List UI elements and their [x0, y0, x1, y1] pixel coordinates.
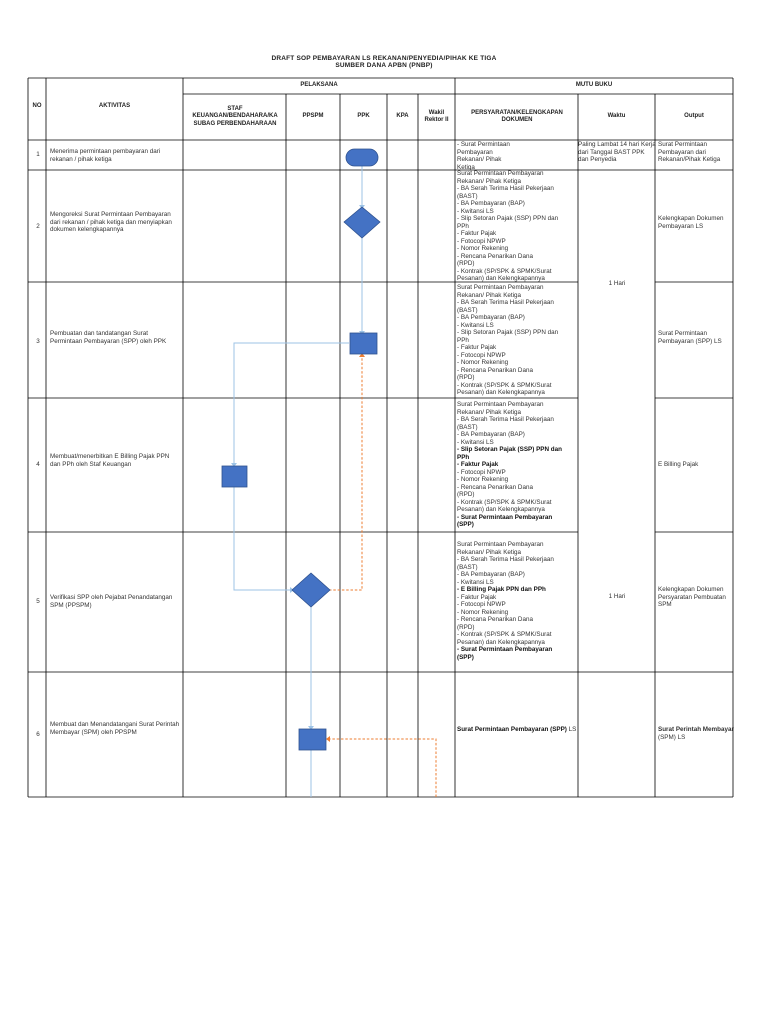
row-4-output: E Billing Pajak — [658, 461, 699, 468]
header-output: Output — [684, 113, 704, 120]
row-6-requirements: Surat Permintaan Pembayaran (SPP) LS — [457, 726, 577, 733]
flow-process-ebilling — [222, 466, 247, 487]
row-1-output: Surat Permintaan Pembayaran dari Rekanan/Pihak Ketiga — [658, 141, 721, 163]
header-ppk: PPK — [357, 113, 370, 120]
flow-connectors-orange — [327, 356, 436, 797]
document-title: DRAFT SOP PEMBAYARAN LS REKANAN/PENYEDIA/PIHAK KE TIGA — [271, 55, 497, 62]
row-5-activity: Verifikasi SPP oleh Pejabat Penandatangan SPM (PPSPM) — [50, 594, 173, 609]
flow-start-terminator — [346, 149, 378, 166]
row-5-no: 5 — [36, 598, 40, 605]
header-aktivitas: AKTIVITAS — [98, 103, 131, 110]
time-merged-1: 1 Hari — [608, 280, 626, 287]
time-merged-2: 1 Hari — [608, 593, 626, 600]
header-kpa: KPA — [396, 113, 409, 120]
row-5-output: Kelengkapan Dokumen Persyaratan Pembuatan SPM — [658, 586, 726, 608]
flow-arrowheads-blue — [231, 205, 365, 730]
row-1-requirements: - Surat Permintaan Pembayaran Rekanan/ Pihak Ketiga — [457, 141, 510, 171]
row-1-activity: Menerima permintaan pembayaran dari rekanan / pihak ketiga — [50, 148, 161, 163]
flow-connectors-blue — [234, 166, 362, 797]
header-pelaksana: PELAKSANA — [300, 82, 338, 89]
row-1-no: 1 — [36, 151, 40, 158]
header-waktu: Waktu — [607, 113, 626, 120]
header-persyaratan: PERSYARATAN/KELENGKAPAN DOKUMEN — [471, 109, 563, 123]
header-staf-keuangan: STAF KEUANGAN/BENDAHARA/KA SUBAG PERBENDAHARAAN — [192, 105, 278, 127]
row-1-time: Paling Lambat 14 hari Kerja dari Tanggal BAST PPK dan Penyedia — [578, 141, 656, 163]
row-6-activity: Membuat dan Menandatangani Surat Perintah Membayar (SPM) oleh PPSPM — [50, 721, 180, 736]
row-3-activity: Pembuatan dan tandatangan Surat Permintaan Pembayaran (SPP) oleh PPK — [50, 330, 167, 345]
document-subtitle: SUMBER DANA APBN (PNBP) — [335, 62, 433, 69]
flow-decision-verifikasi — [292, 573, 330, 607]
flow-process-spm — [299, 729, 326, 750]
row-3-output: Surat Permintaan Pembayaran (SPP) LS — [658, 330, 722, 345]
row-4-activity: Membuat/menerbitkan E Billing Pajak PPN dan PPh oleh Staf Keuangan — [50, 453, 170, 468]
row-2-activity: Mengoreksi Surat Permintaan Pembayaran dari rekanan / pihak ketiga dan menyiapkan dokumen kelengkapannya — [50, 211, 172, 233]
row-3-no: 3 — [36, 338, 40, 345]
header-mutu-buku: MUTU BUKU — [575, 82, 613, 89]
row-6-output: Surat Perintah Membayar (SPM) LS — [658, 726, 734, 741]
header-ppspm: PPSPM — [302, 113, 324, 120]
row-3-requirements: Surat Permintaan Pembayaran Rekanan/ Pihak Ketiga - BA Serah Terima Hasil Pekerjaan (BAST) - BA Pembayaran (BAP) - Kwitansi LS - Slip Setoran Pajak (SSP) PPN dan PPh - Faktur Pajak - Fotocopi NPWP - Nomor Rekening - Rencana Penarikan Dana (RPD) - Kontrak (SP/SPK & SPMK/Surat Pesanan) dan Kelengkapannya — [457, 284, 559, 396]
row-5-requirements: Surat Permintaan Pembayaran Rekanan/ Pihak Ketiga - BA Serah Terima Hasil Pekerjaan (BAST) - BA Pembayaran (BAP) - Kwitansi LS - E Billing Pajak PPN dan PPh - Faktur Pajak - Fotocopi NPWP - Nomor Rekening - Rencana Penarikan Dana (RPD) - Kontrak (SP/SPK & SPMK/Surat Pesanan) dan Kelengkapannya - Surat Permintaan Pembayaran (SPP) — [457, 541, 554, 661]
flow-process-spp — [350, 333, 377, 354]
header-no: NO — [32, 103, 42, 110]
row-4-requirements: Surat Permintaan Pembayaran Rekanan/ Pihak Ketiga - BA Serah Terima Hasil Pekerjaan (BAST) - BA Pembayaran (BAP) - Kwitansi LS - Slip Setoran Pajak (SSP) PPN dan PPh - Faktur Pajak - Fotocopi NPWP - Nomor Rekening - Rencana Penarikan Dana (RPD) - Kontrak (SP/SPK & SPMK/Surat Pesanan) dan Kelengkapannya - Surat Permintaan Pembayaran (SPP) — [457, 401, 562, 528]
row-2-requirements: Surat Permintaan Pembayaran Rekanan/ Pihak Ketiga - BA Serah Terima Hasil Pekerjaan (BAST) - BA Pembayaran (BAP) - Kwitansi LS - Slip Setoran Pajak (SSP) PPN dan PPh - Faktur Pajak - Fotocopi NPWP - Nomor Rekening - Rencana Penarikan Dana (RPD) - Kontrak (SP/SPK & SPMK/Surat Pesanan) dan Kelengkapannya — [457, 170, 559, 282]
flow-arrowheads-orange — [326, 353, 365, 742]
row-2-no: 2 — [36, 223, 40, 230]
flow-decision-koreksi — [344, 207, 380, 238]
row-4-no: 4 — [36, 461, 40, 468]
row-2-output: Kelengkapan Dokumen Pembayaran LS — [658, 215, 724, 230]
row-6-no: 6 — [36, 731, 40, 738]
header-wakil-rektor: Wakil Rektor II — [424, 109, 449, 123]
